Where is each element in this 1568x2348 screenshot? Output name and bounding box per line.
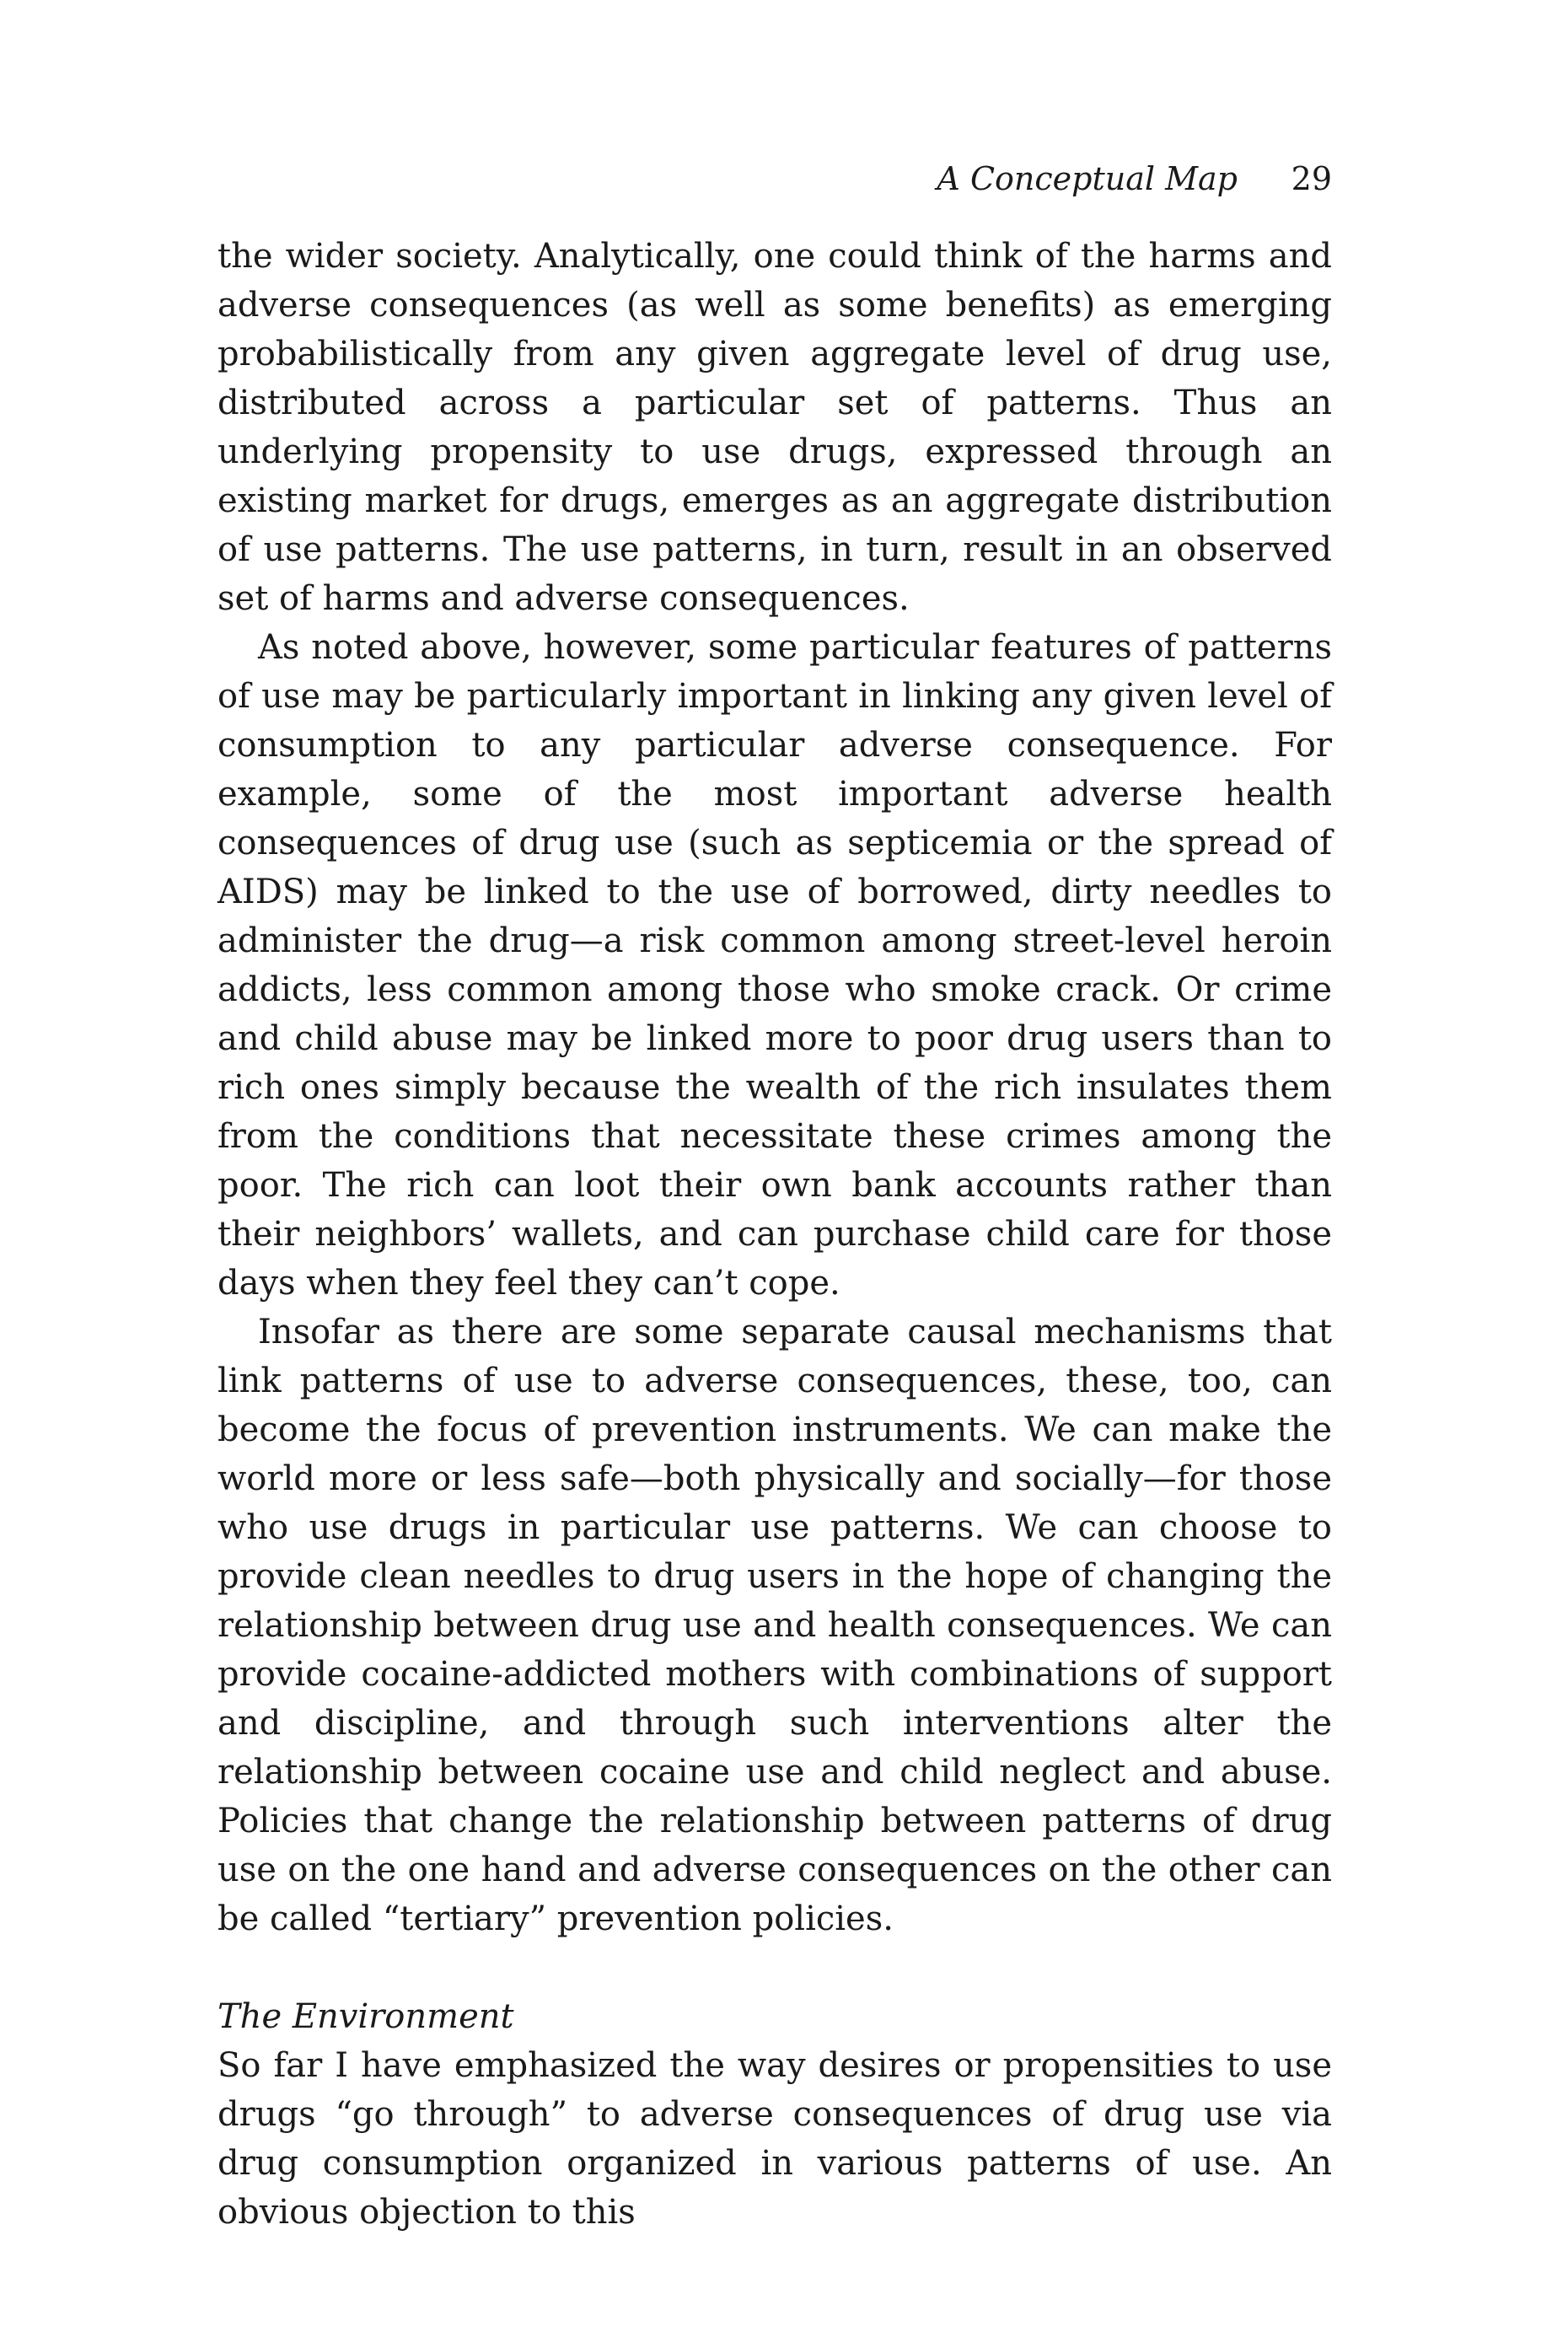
paragraph-environment: So far I have emphasized the way desires or propensities to use drugs “go through” to adverse consequences of drug use via drug consumption organized in various patterns of use. An obvious objection to this: [217, 2046, 1332, 2232]
running-head: [217, 153, 1332, 204]
paragraph-tertiary-prevention: Insofar as there are some separate causal mechanisms that link patterns of use to adverse consequences, these, too, can become the focus of prevention instruments. We can make the world more or less safe—both physically and socially—for those who use drugs in particular use patterns. We can choose to provide clean needles to drug users in the hope of changing the relationship between drug use and health consequences. We can provide cocaine-addicted mothers with combinations of support and discipline, and through such interventions alter the relationship between cocaine use and child neglect and abuse. Policies that change the relationship between patterns of drug use on the one hand and adverse consequences on the other can be called “tertiary” prevention policies.: [217, 1313, 1332, 1938]
paragraph-patterns-of-use: As noted above, however, some particular features of patterns of use may be particularly important in linking any given level of consumption to any particular adverse consequence. For example, some of the most important adverse health consequences of drug use (such as septicemia or the spread of AIDS) may be linked to the use of borrowed, dirty needles to administer the drug—a risk common among street-level heroin addicts, less common among those who smoke crack. Or crime and child abuse may be linked more to poor drug users than to rich ones simply because the wealth of the rich insulates them from the conditions that necessitate these crimes among the poor. The rich can loot their own bank accounts rather than their neighbors’ wallets, and can purchase child care for those days when they feel they can’t cope.: [217, 628, 1332, 1303]
section-heading: The Environment: [217, 1997, 514, 2036]
body-text: [217, 232, 1332, 2237]
page-number: 29: [1291, 160, 1332, 197]
paragraph-continued: the wider society. Analytically, one could think of the harms and adverse consequences (as well as some benefits) as emerging probabilistically from any given aggregate level of drug use, distributed across a particular set of patterns. Thus an underlying propensity to use drugs, expressed through an existing market for drugs, emerges as an aggregate distribution of use patterns. The use patterns, in turn, result in an observed set of harms and adverse consequences.: [217, 237, 1332, 618]
running-title: A Conceptual Map: [937, 160, 1238, 197]
